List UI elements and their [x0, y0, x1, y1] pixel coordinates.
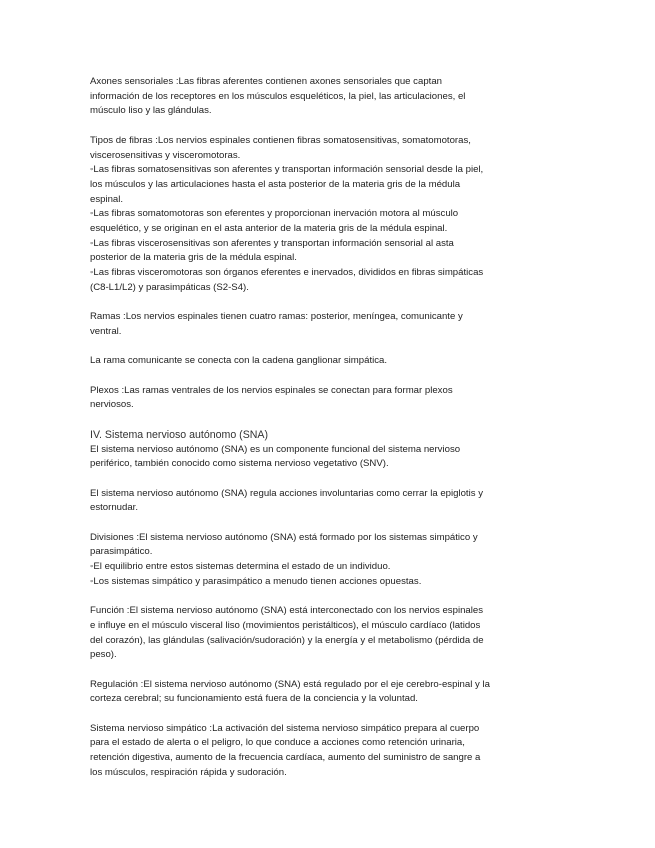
text-line: Sistema nervioso simpático :La activación del sistema nervioso simpático prepara al cuerpo — [90, 722, 480, 734]
paragraph — [90, 354, 570, 369]
text-line: ventral. — [90, 325, 122, 337]
text-line: Regulación :El sistema nervioso autónomo (SNA) está regulado por el eje cerebro-espinal y la — [90, 678, 490, 690]
paragraph — [90, 75, 570, 119]
text-line: ◦Los sistemas simpático y parasimpático a menudo tienen acciones opuestas. — [90, 575, 422, 587]
paragraph — [90, 678, 570, 707]
paragraph — [90, 384, 570, 413]
text-line: los músculos, respiración rápida y sudoración. — [90, 766, 287, 778]
text-line: ◦Las fibras viscerosensitivas son aferentes y transportan información sensorial al asta — [90, 237, 454, 249]
text-line: Tipos de fibras :Los nervios espinales contienen fibras somatosensitivas, somatomotoras, — [90, 134, 471, 146]
text-line: viscerosensitivas y visceromotoras. — [90, 149, 241, 161]
paragraph — [90, 134, 570, 296]
text-line: esquelético, y se originan en el asta anterior de la materia gris de la médula espinal. — [90, 223, 448, 235]
text-line: ◦El equilibrio entre estos sistemas determina el estado de un individuo. — [90, 561, 391, 573]
paragraph — [90, 722, 570, 781]
text-line: Axones sensoriales :Las fibras aferentes contienen axones sensoriales que captan — [90, 76, 442, 87]
text-line: estornudar. — [90, 502, 139, 514]
text-line: del corazón), las glándulas (salivación/sudoración) y la energía y el metabolismo (pérdida de — [90, 634, 484, 646]
text-line: El sistema nervioso autónomo (SNA) es un componente funcional del sistema nervioso — [90, 443, 461, 455]
text-line: información de los receptores en los músculos esqueléticos, la piel, las articulaciones, el — [90, 90, 466, 102]
text-line: corteza cerebral; su funcionamiento está fuera de la conciencia y la voluntad. — [90, 693, 418, 705]
section-heading: IV. Sistema nervioso autónomo (SNA) — [90, 428, 269, 441]
text-line: (C8-L1/L2) y parasimpáticas (S2-S4). — [90, 281, 249, 293]
text-line: nerviosos. — [90, 399, 134, 411]
text-line: ◦Las fibras somatomotoras son eferentes y proporcionan inervación motora al músculo — [90, 208, 459, 220]
paragraph — [90, 428, 570, 472]
text-line: para el estado de alerta o el peligro, lo que conduce a acciones como retención urinaria, — [90, 737, 465, 749]
text-line: Función :El sistema nervioso autónomo (SNA) está interconectado con los nervios espinales — [90, 605, 484, 617]
text-line: posterior de la materia gris de la médula espinal. — [90, 252, 297, 264]
text-line: El sistema nervioso autónomo (SNA) regula acciones involuntarias como cerrar la epiglotis y — [90, 487, 483, 499]
text-line: parasimpático. — [90, 546, 153, 558]
text-line: retención digestiva, aumento de la frecuencia cardíaca, aumento del suministro de sangre a — [90, 752, 481, 764]
text-line: Plexos :Las ramas ventrales de los nervios espinales se conectan para formar plexos — [90, 384, 453, 396]
text-line: ◦Las fibras visceromotoras son órganos eferentes e inervados, divididos en fibras simpáticas — [90, 267, 484, 279]
text-line: músculo liso y las glándulas. — [90, 105, 212, 117]
text-line: los músculos y las articulaciones hasta el asta posterior de la materia gris de la médula — [90, 178, 461, 190]
text-line: La rama comunicante se conecta con la cadena ganglionar simpática. — [90, 355, 388, 367]
paragraph — [90, 487, 570, 516]
text-line: ◦Las fibras somatosensitivas son aferentes y transportan información sensorial desde la piel, — [90, 164, 484, 176]
document-page — [90, 75, 570, 795]
text-line: espinal. — [90, 193, 124, 205]
text-line: periférico, también conocido como sistema nervioso vegetativo (SNV). — [90, 458, 389, 470]
text-line: e influye en el músculo visceral liso (movimientos peristálticos), el músculo cardíaco (latidos — [90, 619, 481, 631]
text-line: Divisiones :El sistema nervioso autónomo (SNA) está formado por los sistemas simpático y — [90, 531, 478, 543]
paragraph — [90, 531, 570, 590]
paragraph — [90, 604, 570, 663]
text-line: peso). — [90, 649, 117, 661]
paragraph — [90, 310, 570, 339]
text-line: Ramas :Los nervios espinales tienen cuatro ramas: posterior, meníngea, comunicante y — [90, 311, 463, 323]
